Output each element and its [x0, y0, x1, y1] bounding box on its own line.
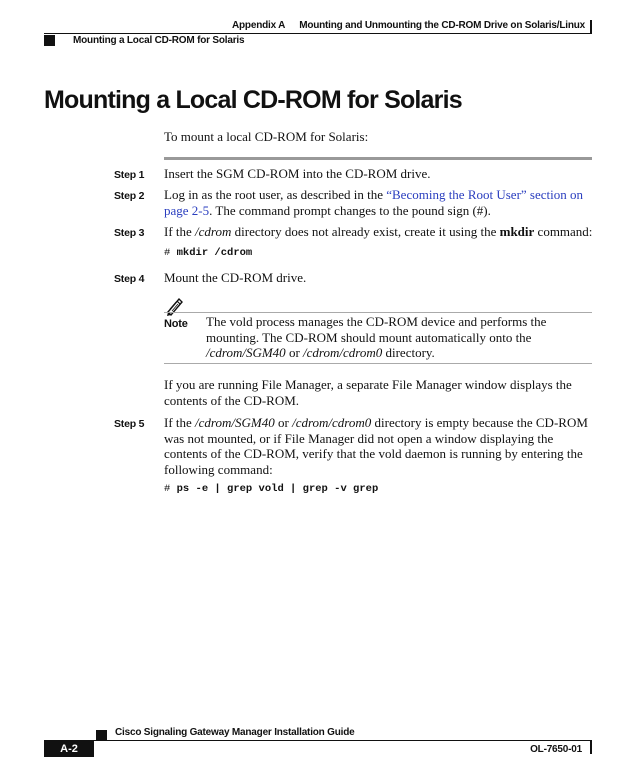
command-prompt: #: [164, 247, 171, 259]
step-5-label: Step 5: [114, 418, 145, 430]
page-number: A-2: [44, 741, 94, 757]
sgm40-path: /cdrom/SGM40: [206, 345, 286, 360]
step-3-text-before: If the: [164, 224, 196, 239]
doc-number: OL-7650-01: [530, 744, 582, 755]
footer-edge-bar: [590, 740, 592, 754]
cdrom0-path: /cdrom/cdrom0: [303, 345, 383, 360]
mkdir-command: mkdir /cdrom: [176, 247, 253, 259]
appendix-label: Appendix A: [232, 20, 286, 31]
step-2-text-before: Log in as the root user, as described in the: [164, 187, 387, 202]
running-header-section: Mounting a Local CD-ROM for Solaris: [73, 35, 245, 46]
step-4-text: Mount the CD-ROM drive.: [164, 270, 307, 285]
footer-rule: [44, 740, 592, 741]
root-user-section-link[interactable]: “Becoming the Root User” section on page 2-5: [164, 187, 583, 218]
ps-grep-command: ps -e | grep vold | grep -v grep: [176, 483, 379, 495]
step-1-text: Insert the SGM CD-ROM into the CD-ROM drive.: [164, 166, 431, 181]
note-text: [206, 314, 592, 361]
step-5-text: [164, 415, 594, 477]
command-prompt: #: [164, 483, 171, 495]
step-5-or-word: or: [274, 415, 293, 430]
header-marker: [44, 35, 55, 46]
step-3-label: Step 3: [114, 227, 145, 239]
ps-grep-command-line: [164, 483, 378, 495]
file-manager-text: If you are running File Manager, a separate File Manager window displays the contents of the CD-ROM.: [164, 377, 572, 408]
page-title: Mounting a Local CD-ROM for Solaris: [44, 86, 462, 114]
header-rule: [44, 33, 592, 34]
step-5-text-after: directory is empty because the CD-ROM was not mounted, or if File Manager did not open a window displaying the contents of the CD-ROM, verify that the vold daemon is running by entering the following command:: [164, 415, 588, 477]
step-2-text: [164, 187, 594, 218]
step-3-text-after: command:: [534, 224, 593, 239]
step-2-label: Step 2: [114, 190, 145, 202]
step-2-text-after: . The command prompt changes to the pound sign (#).: [209, 202, 491, 218]
intro-text: To mount a local CD-ROM for Solaris:: [164, 129, 369, 144]
chapter-title: Mounting and Unmounting the CD-ROM Drive on Solaris/Linux: [299, 20, 585, 31]
note-text-after: directory.: [382, 345, 435, 360]
header-edge-bar: [590, 20, 592, 34]
mkdir-command-word: mkdir: [499, 224, 535, 239]
pencil-note-icon: [164, 295, 186, 317]
step-5-cdrom0-path: /cdrom/cdrom0: [292, 415, 372, 430]
guide-title: Cisco Signaling Gateway Manager Installation Guide: [115, 727, 355, 738]
step-5-text-before: If the: [164, 415, 196, 430]
cdrom-path: /cdrom: [195, 224, 232, 239]
step-3-text-middle: directory does not already exist, create it using the: [231, 224, 500, 239]
step-4-label: Step 4: [114, 273, 145, 285]
note-top-rule: [164, 312, 592, 313]
mkdir-command-line: [164, 247, 252, 259]
note-text-before: The vold process manages the CD-ROM device and performs the mounting. The CD-ROM should mount automatically onto the: [206, 314, 547, 345]
note-or-word: or: [285, 345, 304, 360]
note-label: Note: [164, 318, 188, 330]
section-rule: [164, 157, 592, 160]
step-1-label: Step 1: [114, 169, 145, 181]
note-bottom-rule: [164, 363, 592, 364]
step-3-text: [164, 224, 594, 240]
step-5-sgm40-path: /cdrom/SGM40: [195, 415, 275, 430]
running-header-right: [200, 20, 585, 31]
